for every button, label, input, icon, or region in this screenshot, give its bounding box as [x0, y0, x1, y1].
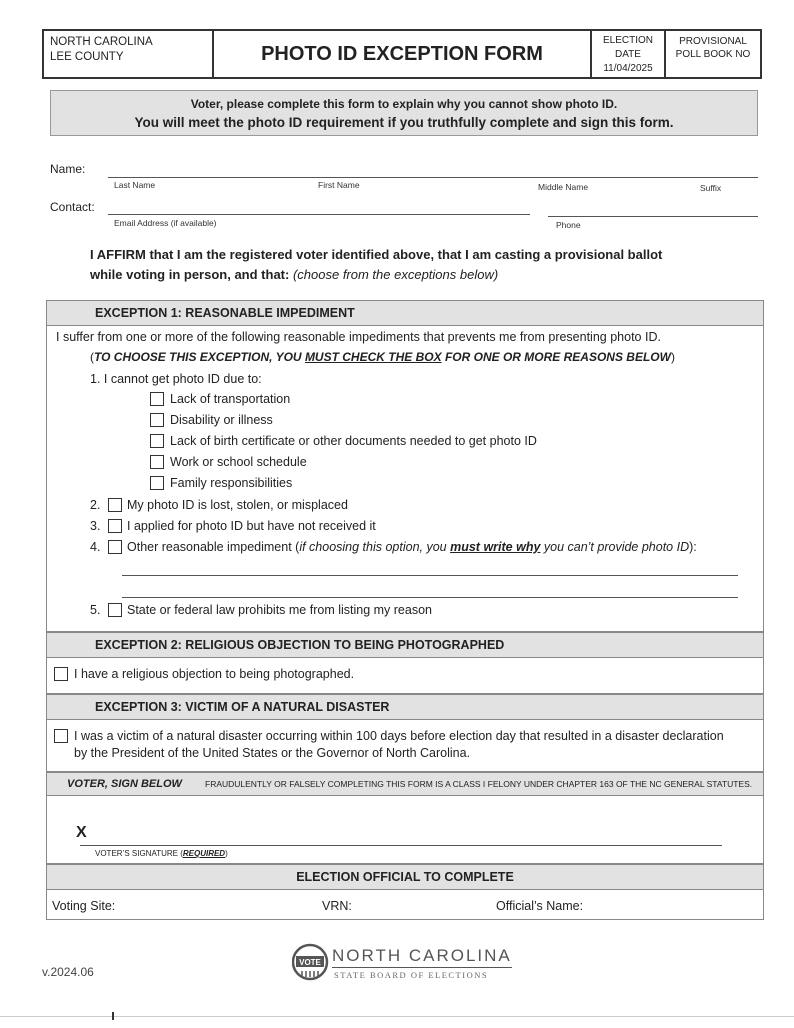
sub-item-family: Family responsibilities: [170, 476, 293, 490]
voting-site-label[interactable]: Voting Site:: [52, 899, 116, 913]
intro-line-2: You will meet the photo ID requirement if you truthfully complete and sign this form.: [134, 115, 674, 130]
scan-mark: [112, 1012, 114, 1020]
page-edge: [0, 1016, 794, 1017]
item-4-b: if choosing this option, you: [299, 540, 451, 554]
ncsbe-logo: [292, 942, 512, 984]
poll-book-label: POLL BOOK NO: [675, 49, 751, 60]
phone-field[interactable]: [548, 216, 758, 217]
exception-2-text: I have a religious objection to being photographed.: [74, 667, 355, 681]
logo-vote-text: VOTE: [299, 958, 321, 967]
signature-caption: [95, 849, 228, 858]
election-date-cell: [592, 31, 666, 77]
sig-required: REQUIRED: [182, 849, 226, 858]
intro-line-1: Voter, please complete this form to explain why you cannot show photo ID.: [190, 97, 618, 111]
election-label: ELECTION: [602, 35, 653, 46]
form-version: v.2024.06: [42, 965, 94, 979]
signature-header: [46, 772, 764, 796]
checkbox-work-school[interactable]: [150, 455, 164, 469]
sub-item-birth-certificate: Lack of birth certificate or other documents needed to get photo ID: [170, 434, 537, 448]
state-name: NORTH CAROLINA: [50, 36, 153, 48]
exception-3-line-2: by the President of the United States or the Governor of North Carolina.: [74, 746, 471, 760]
middle-name-caption: Middle Name: [538, 182, 589, 192]
email-field[interactable]: [108, 214, 530, 215]
item-5-number: 5.: [90, 603, 101, 617]
affirmation-bold: while voting in person, and that:: [90, 267, 293, 282]
checkbox-law-prohibits[interactable]: [108, 603, 122, 617]
date-label: DATE: [615, 49, 641, 60]
item-4-c: must write why: [450, 540, 541, 554]
exception-3-header: EXCEPTION 3: VICTIM OF A NATURAL DISASTER: [46, 694, 764, 720]
other-reason-line-2[interactable]: [122, 597, 738, 598]
checkbox-birth-certificate[interactable]: [150, 434, 164, 448]
phone-caption: Phone: [556, 220, 581, 230]
exception-3-line-1: I was a victim of a natural disaster occurring within 100 days before election day that resulted in a disaster declaration: [74, 729, 724, 743]
form-title: PHOTO ID EXCEPTION FORM: [214, 31, 592, 77]
item-2-label: My photo ID is lost, stolen, or misplaced: [127, 498, 348, 512]
instr-c: FOR ONE OR MORE REASONS BELOW: [441, 350, 671, 364]
poll-book-cell[interactable]: [666, 31, 760, 77]
exception-2-header: EXCEPTION 2: RELIGIOUS OBJECTION TO BEING PHOTOGRAPHED: [46, 632, 764, 658]
affirmation-line-1: I AFFIRM that I am the registered voter identified above, that I am casting a provisional ballot: [90, 247, 663, 262]
affirmation-line-2: [90, 265, 750, 285]
county-name: LEE COUNTY: [50, 51, 124, 63]
item-4-d: you can’t provide photo ID: [540, 540, 690, 554]
email-caption: Email Address (if available): [114, 218, 217, 228]
sig-close: ): [225, 849, 228, 858]
sub-item-transportation: Lack of transportation: [170, 392, 291, 406]
officials-name-label[interactable]: Official’s Name:: [496, 899, 584, 913]
sign-below-label: VOTER, SIGN BELOW: [67, 778, 182, 790]
checkbox-religious-objection[interactable]: [54, 667, 68, 681]
item-3-number: 3.: [90, 519, 101, 533]
vrn-label[interactable]: VRN:: [322, 899, 352, 913]
form-header: [42, 29, 762, 79]
checkbox-other-impediment[interactable]: [108, 540, 122, 554]
logo-main-text: NORTH CAROLINA: [332, 946, 512, 968]
official-header: ELECTION OFFICIAL TO COMPLETE: [46, 864, 764, 890]
name-label: Name:: [50, 162, 86, 176]
item-3-label: I applied for photo ID but have not received it: [127, 519, 376, 533]
jurisdiction-cell: [44, 31, 214, 77]
checkbox-family[interactable]: [150, 476, 164, 490]
exception-1-instruction: (TO CHOOSE THIS EXCEPTION, YOU MUST CHECK THE BOX FOR ONE OR MORE REASONS BELOW): [90, 350, 675, 364]
intro-banner: [50, 90, 758, 136]
sub-item-work-school: Work or school schedule: [170, 455, 307, 469]
item-5-label: State or federal law prohibits me from listing my reason: [127, 603, 432, 617]
contact-label: Contact:: [50, 200, 95, 214]
name-field[interactable]: [108, 177, 758, 178]
item-4-a: Other reasonable impediment (: [127, 540, 300, 554]
item-2-number: 2.: [90, 498, 101, 512]
item-1-label: 1. I cannot get photo ID due to:: [90, 372, 262, 386]
checkbox-natural-disaster[interactable]: [54, 729, 68, 743]
checkbox-id-lost[interactable]: [108, 498, 122, 512]
item-4-e: ):: [689, 540, 697, 554]
exception-1-intro: I suffer from one or more of the following reasonable impediments that prevents me from presenting photo ID.: [56, 330, 661, 344]
other-reason-line-1[interactable]: [122, 575, 738, 576]
exception-1-header: EXCEPTION 1: REASONABLE IMPEDIMENT: [46, 300, 764, 326]
instr-b: MUST CHECK THE BOX: [304, 350, 442, 364]
logo-sub-text: STATE BOARD OF ELECTIONS: [334, 970, 489, 980]
item-4-number: 4.: [90, 540, 101, 554]
sig-label: VOTER’S SIGNATURE (: [95, 849, 183, 858]
item-4-label: [127, 540, 697, 554]
instr-a: TO CHOOSE THIS EXCEPTION, YOU: [94, 350, 305, 364]
election-date: 11/04/2025: [603, 63, 653, 74]
vote-seal-icon: [292, 942, 332, 982]
first-name-caption: First Name: [318, 180, 360, 190]
felony-warning: FRAUDULENTLY OR FALSELY COMPLETING THIS FORM IS A CLASS I FELONY UNDER CHAPTER 163 OF THE NC GENERAL STATUTES.: [205, 779, 753, 789]
affirmation: [90, 245, 750, 285]
signature-x-mark: X: [76, 824, 87, 841]
checkbox-transportation[interactable]: [150, 392, 164, 406]
provisional-label: PROVISIONAL: [679, 36, 747, 47]
checkbox-disability[interactable]: [150, 413, 164, 427]
last-name-caption: Last Name: [114, 180, 156, 190]
signature-line[interactable]: [80, 845, 722, 846]
suffix-caption: Suffix: [700, 183, 722, 193]
checkbox-id-applied[interactable]: [108, 519, 122, 533]
affirmation-italic: (choose from the exceptions below): [292, 267, 499, 282]
sub-item-disability: Disability or illness: [170, 413, 273, 427]
